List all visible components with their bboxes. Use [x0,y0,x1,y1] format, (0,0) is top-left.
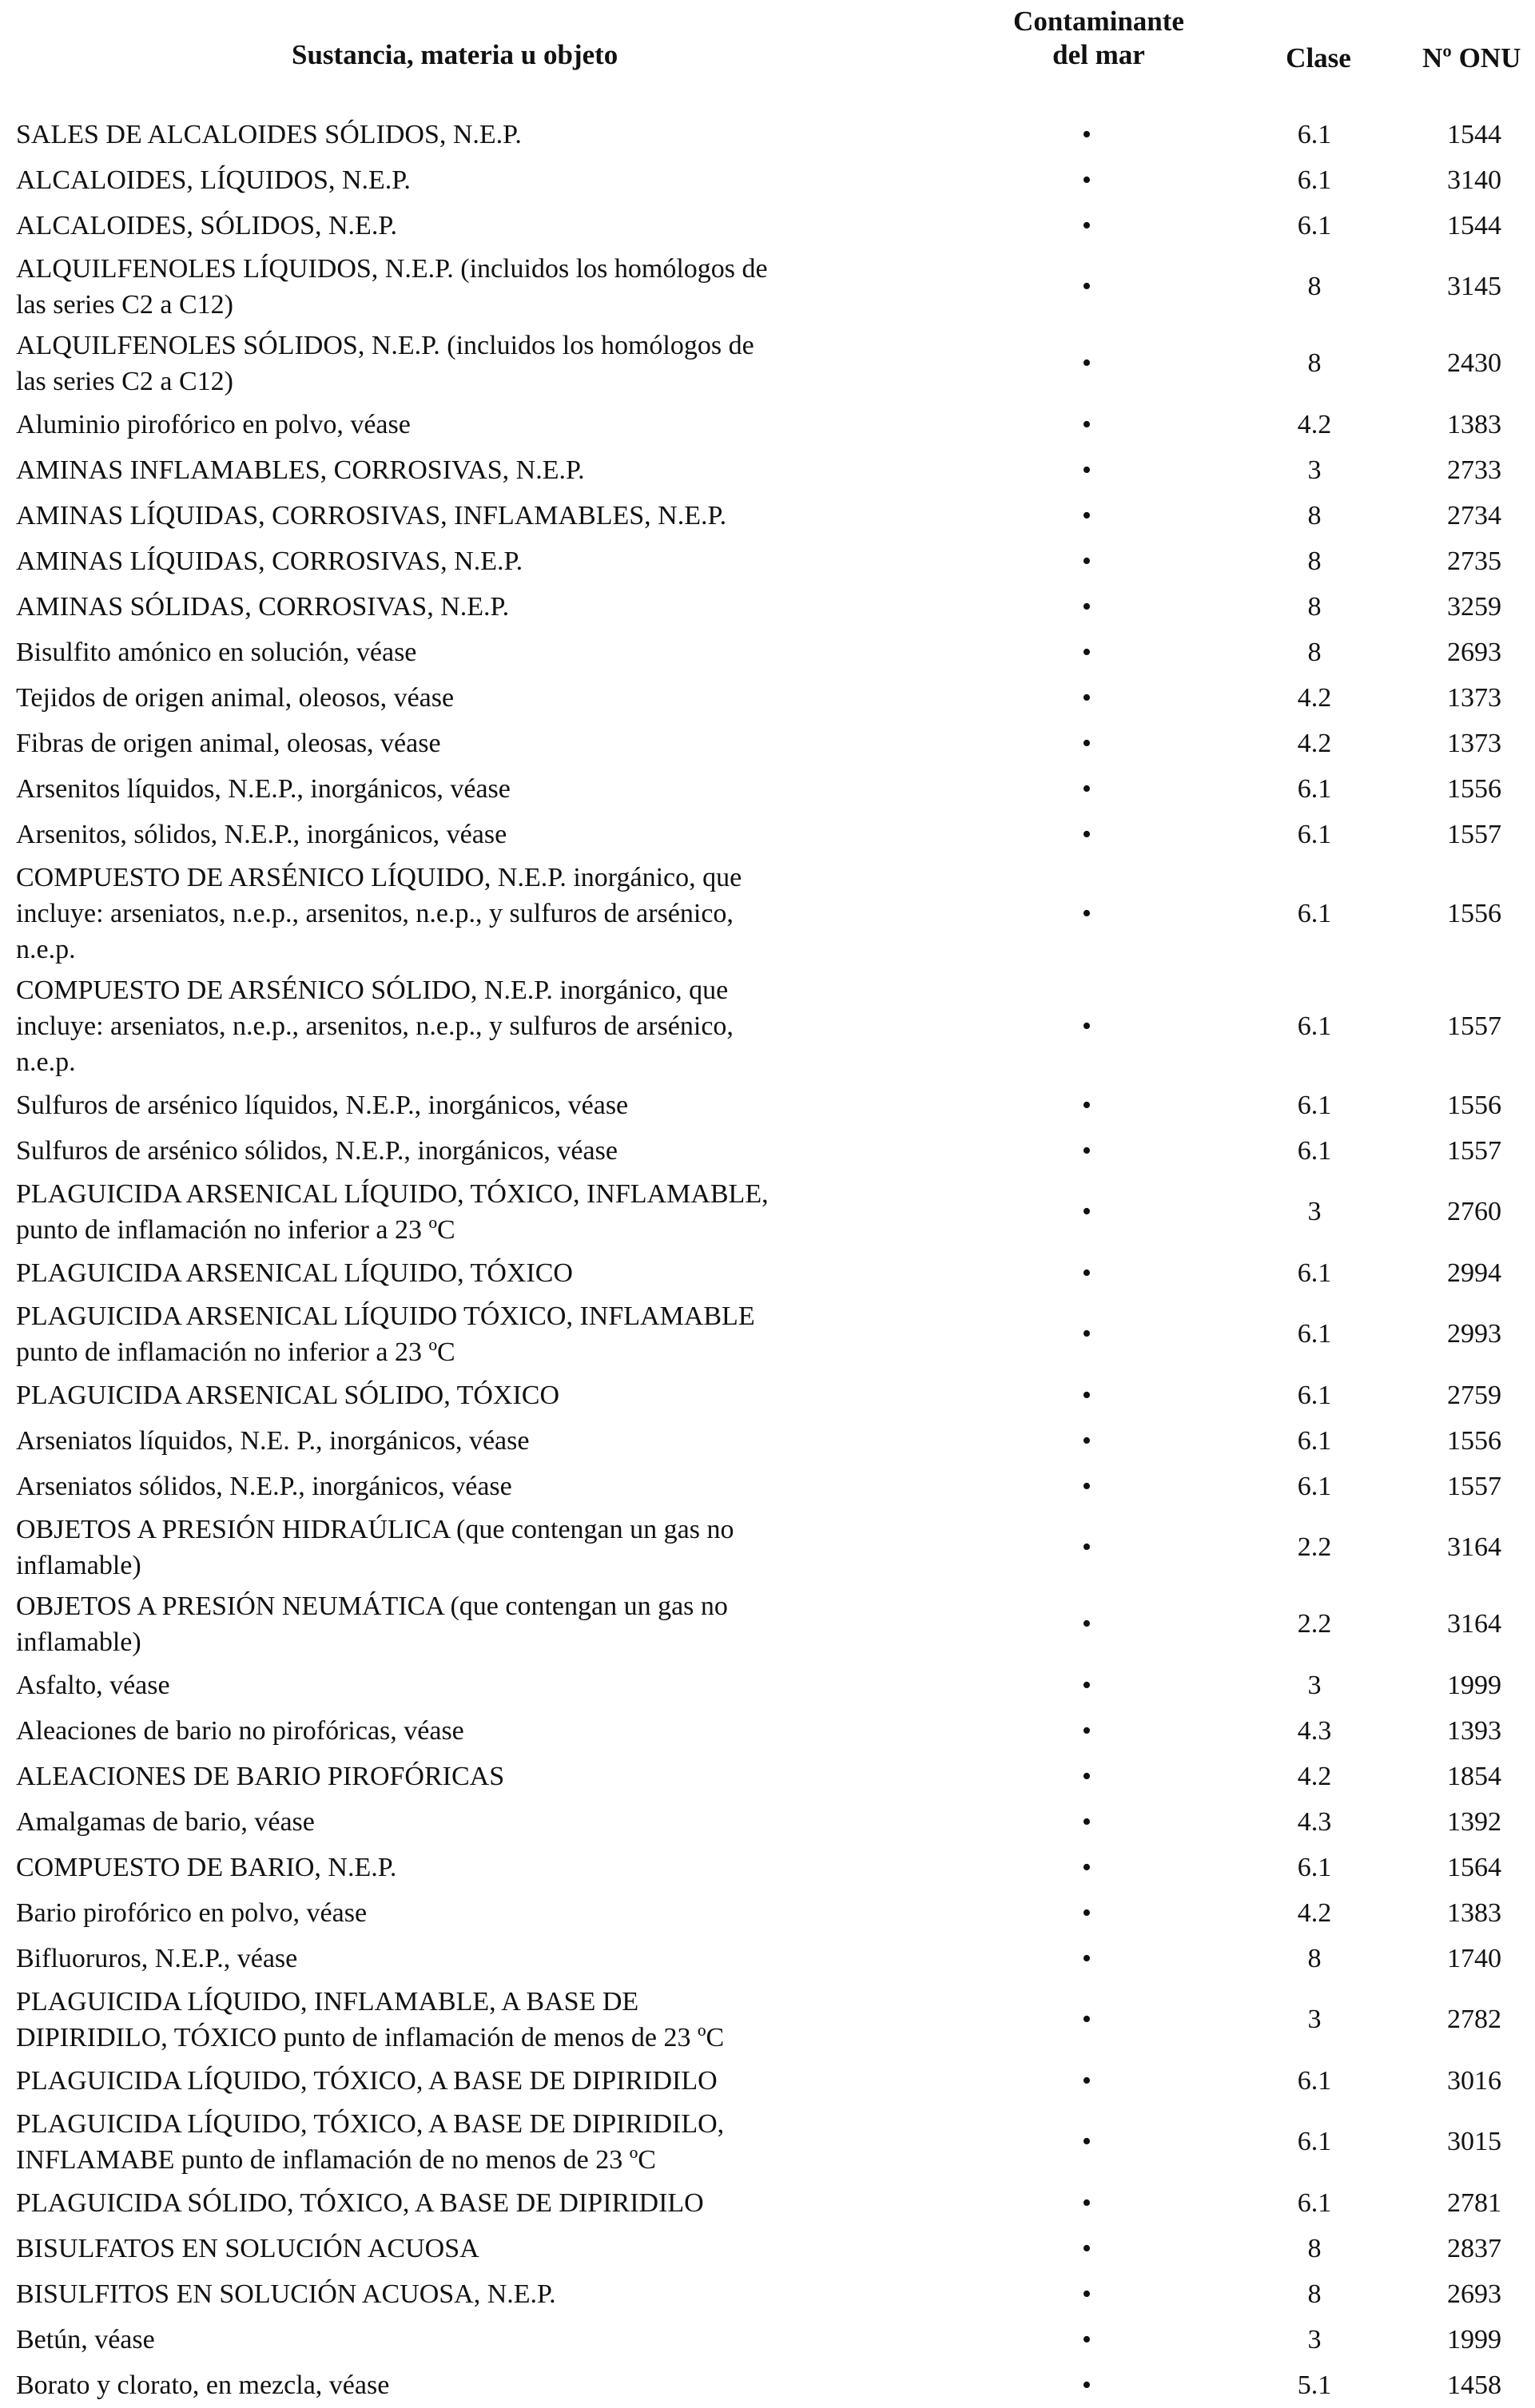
substance-name-text: ALQUILFENOLES SÓLIDOS, N.E.P. (incluidos los homólogos de las series C2 a C12) [16,331,754,396]
un-number-value: 1373 [1447,682,1501,713]
class-value: 4.2 [1297,728,1332,758]
class-value: 4.2 [1297,1761,1332,1791]
table-row [0,493,1535,538]
marine-pollutant-bullet: • [1082,773,1092,804]
table-row [0,2362,1535,2408]
marine-pollutant-bullet: • [1082,1897,1092,1928]
un-number-value: 1373 [1447,728,1501,758]
marine-pollutant-bullet: • [1082,500,1092,530]
class-value: 6.1 [1297,1135,1332,1166]
substance-name-text: Tejidos de origen animal, oleosos, véase [16,683,455,713]
marine-pollutant-bullet: • [1082,1670,1092,1700]
class-value: 3 [1307,455,1322,485]
class-value: 2.2 [1297,1532,1332,1562]
substance-name [16,2271,959,2317]
table-row [0,1464,1535,1509]
substance-name-text: Bifluoruros, N.E.P., véase [16,1944,298,1973]
substance-name [16,1799,959,1845]
table-row [0,1174,1535,1250]
un-number-value: 1557 [1447,819,1501,849]
header-substance: Sustancia, materia u objeto [292,39,618,70]
table-row [0,1754,1535,1799]
un-number-value: 3259 [1447,591,1501,622]
class-value: 6.1 [1297,1011,1332,1041]
table-row [0,584,1535,630]
substance-name [16,2104,959,2180]
substance-name [16,1373,959,1418]
un-number-value: 1544 [1447,210,1501,240]
table-row [0,157,1535,203]
marine-pollutant-bullet: • [1082,1609,1092,1639]
substance-name-text: Bario pirofórico en polvo, véase [16,1898,368,1928]
substance-name [16,630,959,675]
table-row [0,812,1535,857]
un-number-value: 2733 [1447,455,1501,485]
table-row [0,447,1535,493]
un-number-value: 2993 [1447,1319,1501,1349]
un-number-value: 1999 [1447,2324,1501,2354]
table-row [0,1845,1535,1890]
substance-name-text: Arseniatos líquidos, N.E. P., inorgánicos, véase [16,1426,530,1456]
substance-name-text: Borato y clorato, en mezcla, véase [16,2370,390,2400]
class-value: 4.3 [1297,1715,1332,1746]
marine-pollutant-bullet: • [1082,2187,1092,2218]
substance-name [16,1890,959,1936]
table-row [0,766,1535,812]
un-number-value: 3145 [1447,272,1501,301]
marine-pollutant-bullet: • [1082,272,1092,301]
substance-name [16,2058,959,2104]
un-number-value: 1556 [1447,1425,1501,1456]
class-value: 3 [1307,1197,1322,1226]
substance-name [16,1845,959,1890]
marine-pollutant-bullet: • [1082,2233,1092,2263]
un-number-value: 2693 [1447,637,1501,667]
table-row [0,1586,1535,1663]
marine-pollutant-bullet: • [1082,455,1092,485]
header-un-number: Nº ONU [1422,42,1521,74]
marine-pollutant-bullet: • [1082,1761,1092,1791]
marine-pollutant-bullet: • [1082,1380,1092,1410]
un-number-value: 1557 [1447,1135,1501,1166]
class-value: 8 [1307,637,1322,667]
table-row [0,1083,1535,1128]
marine-pollutant-bullet: • [1082,119,1092,149]
marine-pollutant-bullet: • [1082,1715,1092,1746]
class-value: 5.1 [1297,2370,1332,2400]
marine-pollutant-bullet: • [1082,2065,1092,2096]
marine-pollutant-bullet: • [1082,165,1092,195]
marine-pollutant-bullet: • [1082,898,1092,928]
substance-name [16,721,959,766]
substance-name [16,157,959,203]
table-row [0,2317,1535,2362]
substance-name [16,1981,959,2058]
marine-pollutant-bullet: • [1082,210,1092,240]
substance-name [16,766,959,812]
class-value: 6.1 [1297,1258,1332,1288]
class-value: 6.1 [1297,898,1332,928]
marine-pollutant-bullet: • [1082,1011,1092,1041]
class-value: 8 [1307,2279,1322,2309]
substance-name-text: OBJETOS A PRESIÓN HIDRAÚLICA (que contengan un gas no inflamable) [16,1515,734,1580]
substance-name [16,1174,959,1250]
substance-table [0,112,1535,2408]
un-number-value: 1544 [1447,119,1501,149]
table-row [0,2104,1535,2180]
substance-name [16,584,959,630]
substance-name [16,1754,959,1799]
substance-name [16,1936,959,1981]
substance-name [16,2362,959,2408]
un-number-value: 1854 [1447,1761,1501,1791]
marine-pollutant-bullet: • [1082,546,1092,576]
class-value: 6.1 [1297,165,1332,195]
class-value: 8 [1307,272,1322,301]
un-number-value: 1556 [1447,1090,1501,1120]
substance-name-text: COMPUESTO DE ARSÉNICO SÓLIDO, N.E.P. inorgánico, que incluye: arseniatos, n.e.p., arsenitos, n.e.p., y sulfuros de arsénico, n.e.p. [16,976,734,1077]
substance-name-text: ALEACIONES DE BARIO PIROFÓRICAS [16,1762,505,1791]
un-number-value: 2994 [1447,1258,1501,1288]
un-number-value: 2430 [1447,348,1501,378]
marine-pollutant-bullet: • [1082,591,1092,622]
un-number-value: 2734 [1447,500,1501,530]
marine-pollutant-bullet: • [1082,1197,1092,1226]
class-value: 6.1 [1297,773,1332,804]
class-value: 6.1 [1297,2127,1332,2156]
substance-name-text: ALCALOIDES, LÍQUIDOS, N.E.P. [16,165,411,195]
substance-name-text: PLAGUICIDA ARSENICAL LÍQUIDO, TÓXICO, INFLAMABLE, punto de inflamación no inferior a 23 ºC [16,1179,769,1245]
table-row [0,970,1535,1083]
class-value: 8 [1307,1943,1322,1973]
substance-name-text: Arsenitos, sólidos, N.E.P., inorgánicos, véase [16,820,507,849]
class-value: 6.1 [1297,1380,1332,1410]
header-class: Clase [1286,42,1351,74]
marine-pollutant-bullet: • [1082,728,1092,758]
table-row [0,112,1535,157]
un-number-value: 2760 [1447,1197,1501,1226]
class-value: 4.3 [1297,1806,1332,1837]
marine-pollutant-bullet: • [1082,637,1092,667]
substance-name [16,1083,959,1128]
table-row [0,2058,1535,2104]
class-value: 3 [1307,1670,1322,1700]
substance-name [16,538,959,584]
substance-name-text: Sulfuros de arsénico sólidos, N.E.P., inorgánicos, véase [16,1136,618,1166]
substance-name [16,1296,959,1373]
table-row [0,1890,1535,1936]
un-number-value: 3164 [1447,1532,1501,1562]
class-value: 6.1 [1297,2065,1332,2096]
marine-pollutant-bullet: • [1082,2005,1092,2034]
class-value: 4.2 [1297,682,1332,713]
marine-pollutant-bullet: • [1082,2279,1092,2309]
table-row [0,1708,1535,1754]
un-number-value: 1999 [1447,1670,1501,1700]
substance-name [16,812,959,857]
substance-name-text: Bisulfito amónico en solución, véase [16,638,417,667]
substance-name-text: SALES DE ALCALOIDES SÓLIDOS, N.E.P. [16,120,522,149]
substance-name [16,203,959,248]
substance-name [16,857,959,970]
class-value: 6.1 [1297,2187,1332,2218]
table-row [0,630,1535,675]
substance-name-text: Asfalto, véase [16,1671,170,1700]
un-number-value: 2782 [1447,2005,1501,2034]
marine-pollutant-bullet: • [1082,1090,1092,1120]
substance-name-text: PLAGUICIDA ARSENICAL LÍQUIDO, TÓXICO [16,1258,573,1288]
table-row [0,1799,1535,1845]
marine-pollutant-bullet: • [1082,1319,1092,1349]
un-number-value: 3016 [1447,2065,1501,2096]
un-number-value: 1556 [1447,773,1501,804]
class-value: 3 [1307,2324,1322,2354]
table-row [0,1936,1535,1981]
substance-name-text: BISULFITOS EN SOLUCIÓN ACUOSA, N.E.P. [16,2279,556,2309]
substance-name [16,1464,959,1509]
substance-name [16,112,959,157]
substance-name-text: Aluminio pirofórico en polvo, véase [16,410,411,439]
table-row [0,675,1535,721]
class-value: 6.1 [1297,1852,1332,1882]
class-value: 6.1 [1297,1425,1332,1456]
un-number-value: 2735 [1447,546,1501,576]
marine-pollutant-bullet: • [1082,819,1092,849]
table-row [0,248,1535,325]
table-row [0,857,1535,970]
substance-name-text: ALCALOIDES, SÓLIDOS, N.E.P. [16,211,397,240]
header-marine-pollutant: Contaminante del mar [1013,6,1184,70]
un-number-value: 3015 [1447,2127,1501,2156]
substance-name-text: OBJETOS A PRESIÓN NEUMÁTICA (que contengan un gas no inflamable) [16,1591,728,1657]
class-value: 6.1 [1297,210,1332,240]
class-value: 6.1 [1297,819,1332,849]
substance-name [16,1708,959,1754]
substance-name-text: ALQUILFENOLES LÍQUIDOS, N.E.P. (incluidos los homólogos de las series C2 a C12) [16,254,768,320]
table-row [0,1663,1535,1708]
class-value: 2.2 [1297,1609,1332,1639]
un-number-value: 1556 [1447,898,1501,928]
class-value: 8 [1307,500,1322,530]
class-value: 6.1 [1297,1090,1332,1120]
class-value: 8 [1307,348,1322,378]
substance-name [16,1128,959,1174]
un-number-value: 1383 [1447,1897,1501,1928]
marine-pollutant-bullet: • [1082,2127,1092,2156]
substance-name [16,493,959,538]
substance-name [16,970,959,1083]
substance-name-text: BISULFATOS EN SOLUCIÓN ACUOSA [16,2234,479,2263]
un-number-value: 2837 [1447,2233,1501,2263]
un-number-value: 1564 [1447,1852,1501,1882]
table-row [0,1128,1535,1174]
marine-pollutant-bullet: • [1082,348,1092,378]
substance-name-text: Arseniatos sólidos, N.E.P., inorgánicos, véase [16,1472,512,1501]
substance-name-text: AMINAS LÍQUIDAS, CORROSIVAS, INFLAMABLES, N.E.P. [16,501,727,530]
substance-name [16,2317,959,2362]
marine-pollutant-bullet: • [1082,1943,1092,1973]
table-row [0,402,1535,447]
marine-pollutant-bullet: • [1082,1471,1092,1501]
class-value: 4.2 [1297,409,1332,439]
substance-name-text: Amalgamas de bario, véase [16,1807,315,1837]
table-row [0,1373,1535,1418]
substance-name-text: AMINAS LÍQUIDAS, CORROSIVAS, N.E.P. [16,546,523,576]
marine-pollutant-bullet: • [1082,1425,1092,1456]
marine-pollutant-bullet: • [1082,1258,1092,1288]
substance-name-text: PLAGUICIDA ARSENICAL SÓLIDO, TÓXICO [16,1381,560,1410]
substance-name [16,447,959,493]
table-row [0,1296,1535,1373]
substance-name [16,675,959,721]
table-row [0,1981,1535,2058]
class-value: 3 [1307,2005,1322,2034]
substance-name-text: COMPUESTO DE BARIO, N.E.P. [16,1853,397,1882]
table-row [0,2226,1535,2271]
marine-pollutant-bullet: • [1082,2370,1092,2400]
un-number-value: 2781 [1447,2187,1501,2218]
substance-name-text: PLAGUICIDA LÍQUIDO, TÓXICO, A BASE DE DIPIRIDILO, INFLAMABE punto de inflamación de no menos de 23 ºC [16,2109,725,2175]
un-number-value: 1458 [1447,2370,1501,2400]
class-value: 6.1 [1297,1471,1332,1501]
class-value: 8 [1307,546,1322,576]
substance-name-text: Aleaciones de bario no pirofóricas, véase [16,1716,464,1746]
substance-name [16,325,959,402]
substance-name [16,248,959,325]
marine-pollutant-bullet: • [1082,2324,1092,2354]
un-number-value: 2693 [1447,2279,1501,2309]
substance-name-text: Betún, véase [16,2325,155,2354]
table-row [0,1509,1535,1586]
substance-name [16,1586,959,1663]
marine-pollutant-bullet: • [1082,1532,1092,1562]
substance-name-text: Arsenitos líquidos, N.E.P., inorgánicos, véase [16,774,511,804]
un-number-value: 1393 [1447,1715,1501,1746]
table-row [0,203,1535,248]
substance-name [16,2180,959,2226]
marine-pollutant-bullet: • [1082,1135,1092,1166]
table-row [0,325,1535,402]
substance-name-text: COMPUESTO DE ARSÉNICO LÍQUIDO, N.E.P. inorgánico, que incluye: arseniatos, n.e.p., arsenitos, n.e.p., y sulfuros de arsénico, n.e.p. [16,863,742,964]
substance-name-text: PLAGUICIDA LÍQUIDO, INFLAMABLE, A BASE DE DIPIRIDILO, TÓXICO punto de inflamación de menos de 23 ºC [16,1987,725,2052]
substance-name-text: AMINAS INFLAMABLES, CORROSIVAS, N.E.P. [16,455,585,485]
class-value: 6.1 [1297,1319,1332,1349]
un-number-value: 3164 [1447,1609,1501,1639]
class-value: 6.1 [1297,119,1332,149]
substance-name [16,1418,959,1464]
table-row [0,1418,1535,1464]
table-row [0,538,1535,584]
substance-name-text: Fibras de origen animal, oleosas, véase [16,729,441,758]
substance-name-text: Sulfuros de arsénico líquidos, N.E.P., inorgánicos, véase [16,1091,629,1120]
class-value: 8 [1307,591,1322,622]
un-number-value: 1557 [1447,1471,1501,1501]
marine-pollutant-bullet: • [1082,1806,1092,1837]
substance-name [16,2226,959,2271]
table-row [0,1250,1535,1296]
un-number-value: 3140 [1447,165,1501,195]
table-row [0,2180,1535,2226]
class-value: 4.2 [1297,1897,1332,1928]
marine-pollutant-bullet: • [1082,409,1092,439]
un-number-value: 1740 [1447,1943,1501,1973]
table-row [0,721,1535,766]
substance-name-text: PLAGUICIDA LÍQUIDO, TÓXICO, A BASE DE DIPIRIDILO [16,2066,718,2096]
table-row [0,2271,1535,2317]
substance-name [16,1663,959,1708]
substance-name-text: PLAGUICIDA SÓLIDO, TÓXICO, A BASE DE DIPIRIDILO [16,2188,704,2218]
un-number-value: 1557 [1447,1011,1501,1041]
marine-pollutant-bullet: • [1082,1852,1092,1882]
class-value: 8 [1307,2233,1322,2263]
substance-name [16,1509,959,1586]
marine-pollutant-bullet: • [1082,682,1092,713]
substance-name [16,402,959,447]
substance-name-text: AMINAS SÓLIDAS, CORROSIVAS, N.E.P. [16,592,510,622]
un-number-value: 2759 [1447,1380,1501,1410]
un-number-value: 1392 [1447,1806,1501,1837]
substance-name [16,1250,959,1296]
substance-name-text: PLAGUICIDA ARSENICAL LÍQUIDO TÓXICO, INFLAMABLE punto de inflamación no inferior a 23 ºC [16,1301,755,1367]
un-number-value: 1383 [1447,409,1501,439]
